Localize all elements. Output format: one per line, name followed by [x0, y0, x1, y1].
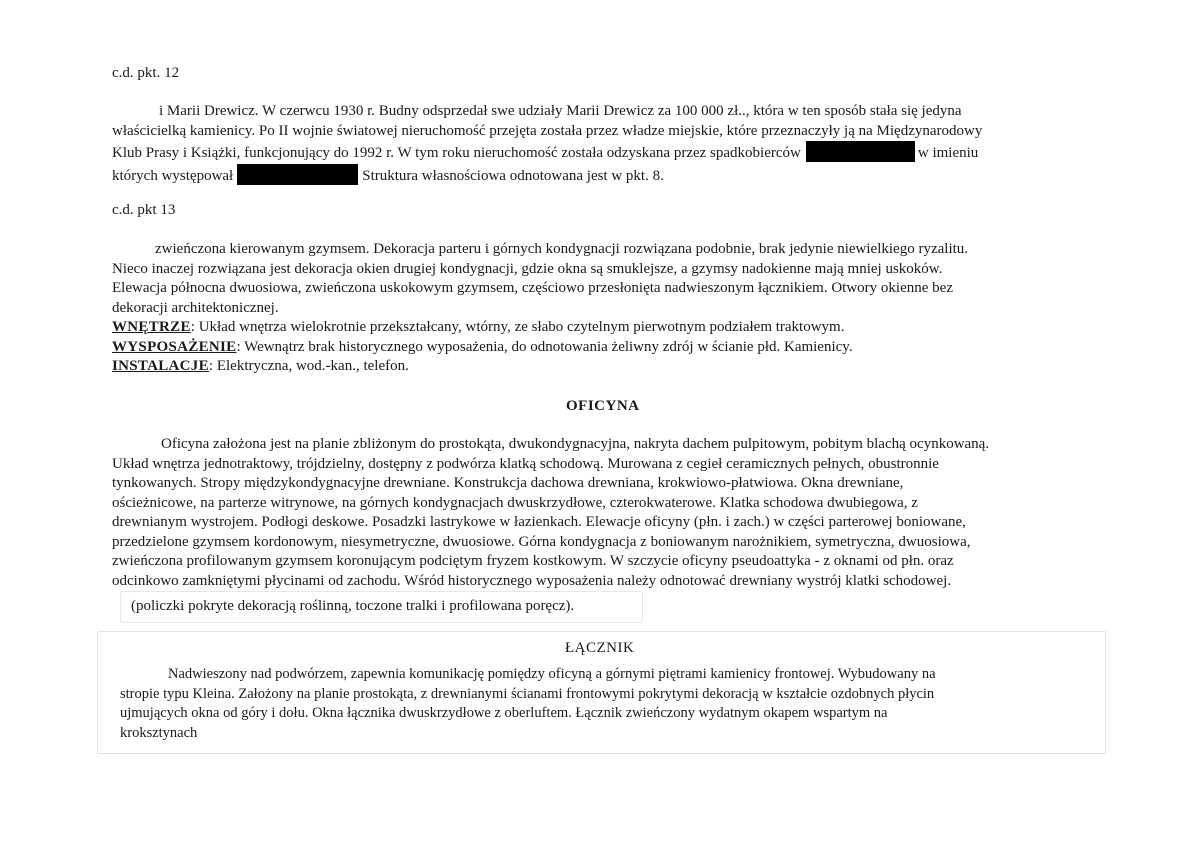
wyposazenie-line	[112, 338, 968, 358]
oficyna-line-5: drewnianym wystrojem. Podłogi deskowe. Posadzki lastrykowe w łazienkach. Elewacje oficyny (płn. i zach.) w części parterowej boniowane,	[112, 514, 966, 530]
oficyna-line-1: Oficyna założona jest na planie zbliżonym do prostokąta, dwukondygnacyjna, nakryta dachem pulpitowym, pobitym blachą ocynkowaną.	[161, 436, 990, 452]
oficyna-line-3: tynkowanych. Stropy międzykondygnacyjne drewniane. Konstrukcja dachowa drewniana, krokwiowo-płatwiowa. Okna drewniane,	[112, 475, 904, 491]
section-12-line-3	[112, 141, 982, 164]
oficyna-heading: OFICYNA	[566, 398, 640, 414]
section-13-text	[112, 240, 968, 377]
section-13-line-2: Nieco inaczej rozwiązana jest dekoracja okien drugiej kondygnacji, gdzie okna są smuklejsze, a gzymsy nadokienne mają mniej uskoków.	[112, 260, 943, 277]
oficyna-line-4: ościeżnicowe, na parterze witrynowe, na górnych kondygnacjach dwuskrzydłowe, czterokwaterowe. Klatka schodowa dwubiegowa, z	[112, 494, 918, 511]
section-13-line-4: dekoracji architektonicznej.	[112, 299, 279, 316]
lacznik-text	[120, 665, 936, 743]
oficyna-text	[112, 435, 989, 591]
section-12-text	[112, 102, 982, 186]
instalacje-text: : Elektryczna, wod.-kan., telefon.	[208, 358, 409, 374]
wnetrze-label: WNĘTRZE	[112, 319, 191, 335]
wyposazenie-label: WYSPOSAŻENIE	[112, 338, 237, 355]
instalacje-line	[112, 357, 968, 377]
section-12-line-4-end: Struktura własnościowa odnotowana jest w pkt. 8.	[362, 167, 664, 184]
section-13-label: c.d. pkt 13	[112, 202, 176, 218]
section-12-line-4	[112, 164, 982, 187]
wnetrze-line	[112, 318, 968, 338]
oficyna-line-2: Układ wnętrza jednotraktowy, trójdzielny, dostępny z podwórza klatką schodową. Murowana z cegieł ceramicznych pełnych, obustronnie	[112, 455, 939, 472]
section-12-line-3-start: Klub Prasy i Książki, funkcjonujący do 1992 r. W tym roku nieruchomość została odzyskana przez spadkobierców	[112, 145, 801, 161]
lacznik-line-1: Nadwieszony nad podwórzem, zapewnia komunikację pomiędzy oficyną a górnymi piętrami kamienicy frontowej. Wybudowany na	[168, 666, 936, 682]
redaction-bar	[237, 164, 358, 185]
section-12-line-4-start: których występował	[112, 167, 234, 184]
section-12-line-1: i Marii Drewicz. W czerwcu 1930 r. Budny odsprzedał swe udziały Marii Drewicz za 100 000 zł.., która w ten sposób stała się jedyna	[159, 103, 962, 119]
lacznik-heading: ŁĄCZNIK	[565, 640, 635, 656]
redaction-bar	[806, 141, 915, 162]
section-12-line-2: właścicielką kamienicy. Po II wojnie światowej nieruchomość przejęta została przez władze miejskie, które przeznaczyły ją na Międzynarodowy	[112, 122, 983, 139]
wyposazenie-text: : Wewnątrz brak historycznego wyposażenia, do odnotowania żeliwny zdrój w ścianie płd. Kamienicy.	[236, 338, 853, 355]
instalacje-label: INSTALACJE	[112, 358, 209, 374]
wnetrze-text: : Układ wnętrza wielokrotnie przekształcany, wtórny, ze słabo czytelnym pierwotnym podziałem traktowym.	[190, 319, 845, 335]
lacznik-line-2: stropie typu Kleina. Założony na planie prostokąta, z drewnianymi ścianami frontowymi pokrytymi dekoracją w kształcie ozdobnych płycin	[120, 685, 935, 702]
lacznik-line-4: kroksztynach	[120, 724, 198, 741]
section-12-line-3-end: w imieniu	[917, 145, 979, 161]
oficyna-line-6: przedzielone gzymsem kordonowym, niesymetryczne, dwuosiowe. Górna kondygnacja z boniowanym narożnikiem, symetryczna, dwuosiowa,	[112, 533, 971, 550]
lacznik-line-3: ujmujących okna od góry i dołu. Okna łącznika dwuskrzydłowe z oberluftem. Łącznik zwieńczony wydatnym okapem wspartym na	[120, 705, 888, 721]
oficyna-line-9: (policzki pokryte dekoracją roślinną, toczone tralki i profilowana poręcz).	[131, 598, 575, 614]
section-13-line-1: zwieńczona kierowanym gzymsem. Dekoracja parteru i górnych kondygnacji rozwiązana podobnie, brak jedynie niewielkiego ryzalitu.	[155, 241, 969, 257]
section-12-label: c.d. pkt. 12	[112, 65, 180, 81]
oficyna-line-7: zwieńczona profilowanym gzymsem koronującym podciętym fryzem kostkowym. W szczycie oficyny pseudoattyka - z oknami od płn. oraz	[112, 553, 954, 569]
oficyna-line-8: odcinkowo zamkniętymi płycinami od zachodu. Wśród historycznego wyposażenia należy odnotować drewniany wystrój klatki schodowej.	[112, 572, 952, 589]
section-13-line-3: Elewacja północna dwuosiowa, zwieńczona uskokowym gzymsem, częściowo przesłonięta nadwieszonym łącznikiem. Otwory okienne bez	[112, 280, 953, 296]
